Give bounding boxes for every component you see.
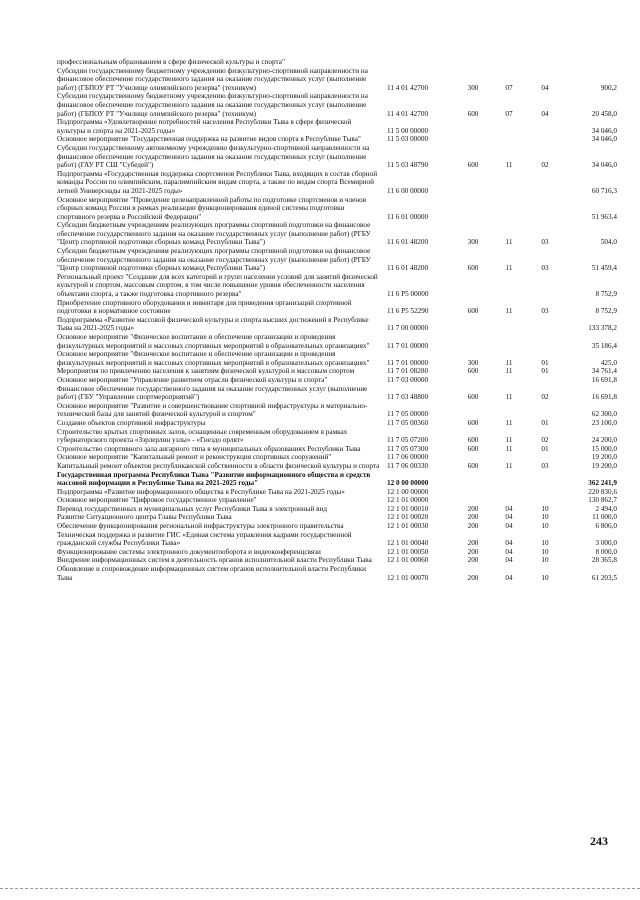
row-vr: 600 (467, 461, 479, 470)
row-vr: 200 (467, 504, 479, 513)
row-name: Финансовое обеспечение государственного задания на оказание государственных услуг (выполнение работ) (ГБУ "Управление спортмероприятий") (57, 384, 368, 402)
table-row (57, 376, 617, 385)
row-sum: 130 862,7 (588, 496, 617, 505)
row-name: Региональный проект "Создание для всех категорий и групп населения условий для занятий физической культурой и спортом, массовым спортом, в том числе повышение уровня обеспеченности населения объектами спорта, а также подготовка спортивного резерва" (57, 272, 378, 299)
row-name: Субсидии бюджетным учреждениям реализующих программы спортивной подготовки на финансовое обеспечение государственного задания на оказание государственных услуг (выполнение работ) (РГБУ "Центр спортивной подготовки сборных команд Республики Тыва") (57, 221, 371, 247)
table-row (57, 92, 617, 118)
row-name: Основное мероприятие "Государственная поддержка на развитие видов спорта в Республике Тыва" (57, 135, 361, 144)
table-row (57, 144, 617, 170)
row-pr: 10 (541, 547, 549, 556)
row-vr: 200 (467, 547, 479, 556)
budget-table (57, 58, 617, 582)
row-code: 11 6 01 48200 (387, 264, 429, 273)
row-rz: 04 (505, 522, 513, 531)
row-name: Основное мероприятие "Проведение целенаправленной работы по подготовке спортсменов и членов сборных команд России в рамках реализации функционирования единой системы подготовки спортивного резерва в Российской Федерации" (57, 195, 367, 221)
row-name: Подпрограмма «Государственная поддержка спортсменов Республики Тыва, входящих в состав сборной команды России по олимпийским, паралимпийским видам спорта, а также по видам спорта Всемирной летней Универсиады на 2021-2025 годы» (57, 169, 378, 195)
row-code: 12 1 00 00000 (387, 487, 429, 496)
row-vr: 200 (467, 573, 479, 582)
table-row (57, 556, 617, 565)
table-row (57, 350, 617, 367)
row-pr: 04 (541, 109, 549, 118)
table-row (57, 221, 617, 247)
row-sum: 34 761,4 (591, 367, 617, 376)
row-name: Строительство крытых спортивных залов, оснащенные современным оборудованием в рамках губернаторского проекта «Зэрлерлин узлы» - «Гнездо орлят» (57, 427, 348, 445)
row-code: 11 7 05 07200 (387, 436, 429, 445)
table-row (57, 316, 617, 333)
table-row (57, 247, 617, 273)
row-sum: 15 000,0 (591, 444, 617, 453)
row-sum: 425,0 (600, 358, 617, 367)
row-name: Государственная программа Республики Тыва "Развитие информационного общества и средств массовой информации в Республике Тыва на 2021-2025 годы" (57, 470, 371, 488)
row-vr: 600 (467, 307, 479, 316)
row-name: Основное мероприятие "Физическое воспитание и обеспечение организации и проведения физкультурных мероприятий и массовых спортивных мероприятий в образовательных организациях" (57, 350, 370, 367)
row-code: 11 5 00 00000 (387, 126, 429, 135)
row-code: 11 7 00 00000 (387, 324, 429, 333)
row-code: 11 7 01 00000 (387, 341, 429, 350)
row-name: Основное мероприятие "Капитальный ремонт и реконструкция спортивных сооружений" (57, 453, 332, 462)
row-code: 11 7 05 00360 (387, 418, 429, 427)
row-pr: 03 (541, 238, 549, 247)
row-rz: 04 (505, 539, 513, 548)
table-row (57, 548, 617, 557)
row-pr: 04 (541, 83, 549, 92)
row-pr: 01 (541, 358, 549, 367)
row-code: 12 1 01 00070 (387, 573, 429, 582)
row-pr: 10 (541, 573, 549, 582)
row-sum: 133 378,2 (588, 324, 617, 333)
table-row (57, 118, 617, 135)
row-code: 12 0 00 00000 (387, 479, 429, 488)
row-rz: 11 (505, 367, 513, 376)
row-sum: 19 200,0 (591, 461, 617, 470)
table-row (57, 453, 617, 462)
table-row (57, 496, 617, 505)
row-sum: 16 691,8 (591, 393, 617, 402)
row-rz: 04 (505, 556, 513, 565)
row-rz: 04 (505, 573, 513, 582)
row-code: 11 5 03 48790 (387, 161, 429, 170)
row-sum: 8 752,9 (595, 290, 617, 299)
row-pr: 01 (541, 444, 549, 453)
row-sum: 34 046,0 (591, 161, 617, 170)
row-name: Субсидии государственному бюджетному учреждению физкультурно-спортивной направленности на финансовое обеспечение государственного задания на оказание государственных услуг (выполнение работ) (ГБПОУ РТ "Училище олимпийского резерва" (техникум) (57, 92, 368, 118)
row-pr: 10 (541, 513, 549, 522)
row-code: 12 1 01 00010 (387, 504, 429, 513)
table-row (57, 513, 617, 522)
table-row (57, 196, 617, 222)
table-row (57, 488, 617, 497)
row-pr: 10 (541, 522, 549, 531)
row-sum: 8 752,9 (595, 307, 617, 316)
table-row (57, 299, 617, 316)
row-code: 11 7 01 08280 (387, 367, 429, 376)
row-sum: 8 000,0 (595, 547, 617, 556)
row-vr: 300 (467, 238, 479, 247)
row-code: 11 7 01 00000 (387, 358, 429, 367)
row-code: 11 7 03 48800 (387, 393, 429, 402)
row-sum: 62 300,0 (591, 410, 617, 419)
row-name: Субсидии государственному бюджетному учреждению физкультурно-спортивной направленности на финансовое обеспечение государственного задания на оказание государственных услуг (выполнение работ) (ГБПОУ РТ "Училище олимпийского резерва" (техникум) (57, 66, 368, 92)
scan-edge-line (0, 888, 640, 889)
row-rz: 07 (505, 109, 513, 118)
row-code: 12 1 01 00050 (387, 547, 429, 556)
table-row (57, 402, 617, 419)
row-name: Капитальный ремонт объектов республиканской собственности в области физической культуры и спорта (57, 461, 380, 470)
table-row (57, 505, 617, 514)
row-sum: 61 203,5 (591, 573, 617, 582)
row-sum: 16 691,8 (591, 375, 617, 384)
table-row (57, 462, 617, 471)
table-row (57, 170, 617, 196)
row-code: 11 5 03 00000 (387, 135, 429, 144)
row-pr: 03 (541, 264, 549, 273)
row-code: 11 6 00 00000 (387, 186, 429, 195)
row-vr: 200 (467, 556, 479, 565)
row-vr: 200 (467, 522, 479, 531)
row-code: 11 4 01 42700 (387, 83, 429, 92)
row-name: Создание объектов спортивной инфраструктуры (57, 418, 206, 427)
row-name: Строительство спортивного зала ангарного типа в муниципальных образованиях Республики Тыва (57, 444, 361, 453)
row-sum: 3 000,0 (595, 539, 617, 548)
row-sum: 34 046,0 (591, 126, 617, 135)
row-name: Субсидии государственному автономному учреждению физкультурно-спортивной направленности на финансовое обеспечение государственного задания на оказание государственных услуг (выполнение работ) (ГАУ РТ СШ "Субедей") (57, 143, 370, 170)
row-name: Подпрограмма «Развитие массовой физической культуры и спорта высших достижений в Республике Тыва на 2021-2025 годы» (57, 315, 369, 333)
row-code: 11 7 05 07300 (387, 444, 429, 453)
row-rz: 11 (505, 264, 513, 273)
table-row (57, 367, 617, 376)
row-name: Приобретение спортивного оборудования и инвентаря для приведения организаций спортивной подготовки в нормативное состояние (57, 298, 352, 316)
row-sum: 504,0 (600, 238, 617, 247)
row-vr: 600 (467, 367, 479, 376)
row-vr: 300 (467, 83, 479, 92)
row-vr: 600 (467, 444, 479, 453)
row-pr: 03 (541, 461, 549, 470)
table-row (57, 419, 617, 428)
row-code: 12 1 01 00060 (387, 556, 429, 565)
row-sum: 11 000,0 (592, 513, 617, 522)
row-pr: 01 (541, 367, 549, 376)
row-rz: 11 (505, 307, 513, 316)
row-sum: 220 830,6 (588, 487, 617, 496)
row-name: Внедрение информационных систем в деятельность органов исполнительной власти Республики Тыва (57, 556, 372, 565)
row-pr: 02 (541, 161, 549, 170)
page-number: 243 (590, 834, 608, 848)
table-row (57, 531, 617, 548)
row-name: Обеспечение функционирования региональной инфраструктуры электронного правительства (57, 522, 344, 531)
row-rz: 11 (505, 393, 513, 402)
row-name: Подпрограмма «Развитие информационного общества в Республике Тыва на 2021-2025 годы» (57, 487, 345, 496)
table-row (57, 445, 617, 454)
row-sum: 34 046,0 (591, 135, 617, 144)
row-vr: 600 (467, 264, 479, 273)
row-rz: 04 (505, 504, 513, 513)
table-row (57, 471, 617, 488)
row-name: Основное мероприятие "Цифровое государственное управление" (57, 496, 257, 505)
row-name: Субсидии бюджетным учреждениям реализующих программы спортивной подготовки на финансовое обеспечение государственного задания на оказание государственных услуг (выполнение работ) (РГБУ "Центр спортивной подготовки сборных команд Республики Тыва") (57, 247, 371, 273)
row-code: 12 1 01 00020 (387, 513, 429, 522)
row-name: Функционирование системы электронного документооборота и видеоконференцсвязи (57, 547, 321, 556)
row-name: Мероприятия по привлечению населения к занятиям физической культурой и массовым спортом (57, 367, 355, 376)
row-pr: 03 (541, 307, 549, 316)
row-sum: 6 806,0 (595, 522, 617, 531)
row-rz: 11 (505, 461, 513, 470)
table-row (57, 135, 617, 144)
row-rz: 11 (505, 436, 513, 445)
row-pr: 01 (541, 418, 549, 427)
row-sum: 51 963,4 (591, 212, 617, 221)
row-sum: 28 365,8 (591, 556, 617, 565)
row-name: профессиональным образованием в сфере физической культуры и спорта" (57, 58, 285, 66)
row-name: Развитие Ситуационного центра Главы Республики Тыва (57, 513, 232, 522)
row-code: 11 7 06 00000 (387, 453, 429, 462)
row-vr: 200 (467, 513, 479, 522)
row-rz: 11 (505, 161, 513, 170)
row-code: 11 6 01 00000 (387, 212, 429, 221)
row-rz: 07 (505, 83, 513, 92)
row-code: 11 7 05 00000 (387, 410, 429, 419)
table-row (57, 58, 617, 67)
row-sum: 900,2 (600, 83, 617, 92)
row-sum: 51 459,4 (591, 264, 617, 273)
table-row (57, 273, 617, 299)
row-name: Техническая поддержка и развитие ГИС «Единая система управления кадрами государственной гражданской службы Республики Тыва» (57, 530, 352, 548)
row-rz: 04 (505, 513, 513, 522)
row-sum: 19 200,0 (591, 453, 617, 462)
row-pr: 02 (541, 436, 549, 445)
row-sum: 20 458,0 (591, 109, 617, 118)
table-row (57, 565, 617, 582)
row-pr: 10 (541, 539, 549, 548)
row-sum: 24 200,0 (591, 436, 617, 445)
row-name: Основное мероприятие "Развитие и совершенствование спортивной инфраструктуры и материально-технической базы для занятий физической культурой и спортом" (57, 401, 368, 419)
row-code: 11 7 06 00330 (387, 461, 429, 470)
row-code: 11 6 P5 00000 (387, 290, 429, 299)
row-vr: 600 (467, 161, 479, 170)
row-vr: 600 (467, 418, 479, 427)
row-vr: 300 (467, 358, 479, 367)
row-sum: 23 100,0 (591, 418, 617, 427)
row-code: 12 1 01 00040 (387, 539, 429, 548)
row-name: Основное мероприятие "Физическое воспитание и обеспечение организации и проведения физкультурных мероприятий и массовых спортивных мероприятий в образовательных организациях" (57, 333, 370, 350)
row-code: 11 6 01 48200 (387, 238, 429, 247)
row-name: Обновление и сопровождение информационных систем органов исполнительной власти Республики Тыва (57, 565, 366, 582)
table-row (57, 428, 617, 445)
table-row (57, 67, 617, 93)
row-code: 11 6 P5 52290 (387, 307, 429, 316)
row-code: 11 4 01 42700 (387, 109, 429, 118)
row-pr: 10 (541, 504, 549, 513)
row-rz: 04 (505, 547, 513, 556)
row-vr: 200 (467, 539, 479, 548)
row-pr: 10 (541, 556, 549, 565)
row-rz: 11 (505, 418, 513, 427)
table-row (57, 522, 617, 531)
row-code: 12 1 01 00000 (387, 496, 429, 505)
row-name: Основное мероприятие "Управление развитием отрасли физической культуры и спорта" (57, 375, 328, 384)
row-vr: 600 (467, 393, 479, 402)
row-pr: 02 (541, 393, 549, 402)
table-row (57, 333, 617, 350)
row-name: Перевод государственных и муниципальных услуг Республики Тыва в электронный вид (57, 504, 328, 513)
row-rz: 11 (505, 238, 513, 247)
row-vr: 600 (467, 436, 479, 445)
row-rz: 11 (505, 358, 513, 367)
row-sum: 35 186,4 (591, 341, 617, 350)
row-sum: 2 494,0 (595, 504, 617, 513)
row-sum: 362 241,9 (588, 479, 617, 488)
row-name: Подпрограмма «Удовлетворение потребностей населения Республики Тыва в сфере физической культуры и спорта на 2021-2025 годы» (57, 118, 352, 135)
row-vr: 600 (467, 109, 479, 118)
row-code: 12 1 01 00030 (387, 522, 429, 531)
row-code: 11 7 03 00000 (387, 375, 429, 384)
table-row (57, 385, 617, 402)
row-rz: 11 (505, 444, 513, 453)
row-sum: 60 716,3 (591, 186, 617, 195)
